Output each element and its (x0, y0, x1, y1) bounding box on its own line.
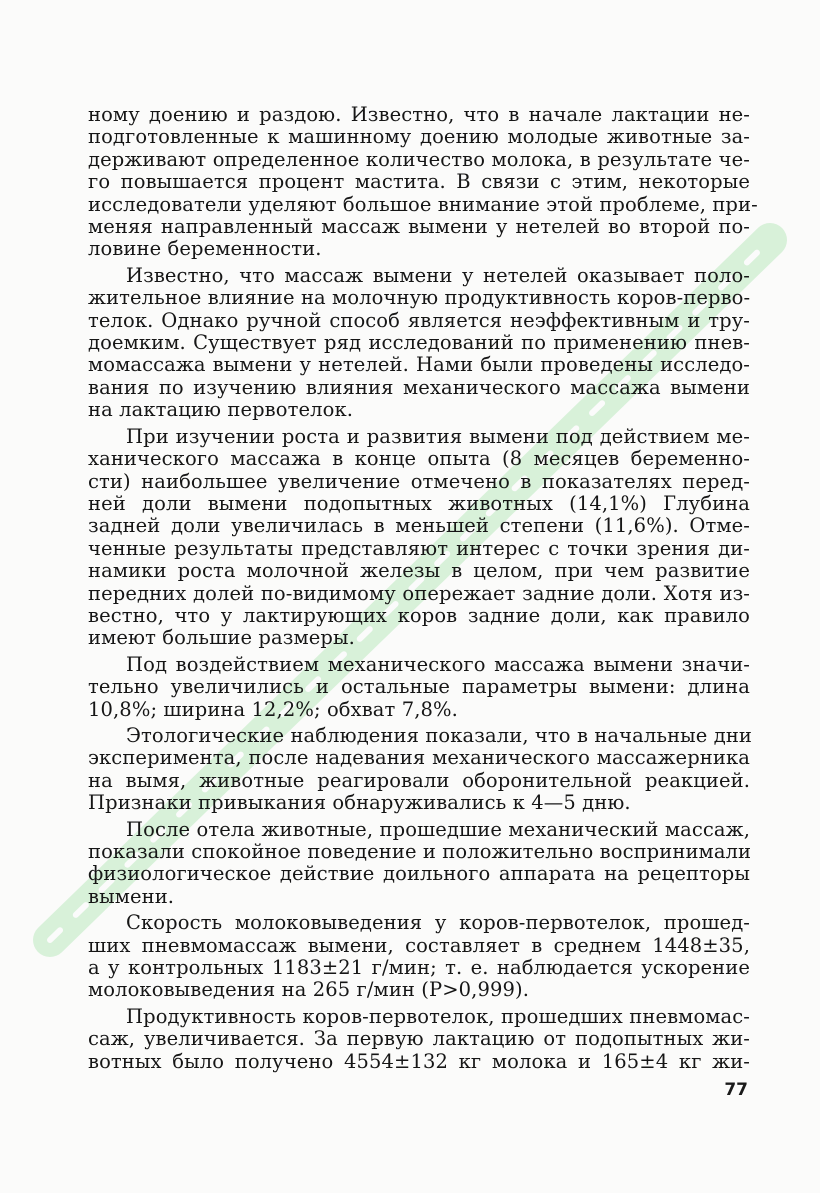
text-line: ших пневмомассаж вымени, составляет в среднем 1448±35, (88, 933, 750, 957)
paragraph (88, 912, 750, 1002)
text-line: ней доли вымени подопытных животных (14,1%) Глубина (88, 491, 750, 515)
paragraph (88, 654, 750, 721)
text-line: Под воздействием механического массажа вымени значи- (126, 652, 750, 676)
text-line: При изучении роста и развития вымени под действием ме- (126, 424, 750, 448)
text-line: После отела животные, прошедшие механический массаж, (126, 817, 750, 841)
text-line: Продуктивность коров-первотелок, прошедших пневмомас- (126, 1004, 750, 1028)
text-line: а у контрольных 1183±21 г/мин; т. е. наблюдается ускорение (88, 956, 750, 980)
text-line: ловине беременности. (88, 237, 322, 261)
text-line: на лактацию первотелок. (88, 398, 354, 422)
text-line: задней доли увеличилась в меньшей степени (11,6%). Отме- (88, 514, 750, 538)
text-line: жительное влияние на молочную продуктивность коров-перво- (88, 286, 751, 310)
text-line: го повышается процент мастита. В связи с этим, некоторые (88, 170, 750, 194)
text-line: меняя направленный массаж вымени у нетелей во второй по- (88, 215, 750, 239)
text-line: доемким. Существует ряд исследований по применению пнев- (88, 331, 750, 355)
paragraph (88, 265, 750, 422)
text-line: передних долей по-видимому опережает задние доли. Хотя из- (88, 581, 750, 605)
paragraph (88, 723, 753, 815)
text-line: ченные результаты представляют интерес с точки зрения ди- (88, 536, 750, 560)
paragraph (88, 103, 758, 261)
text-line: эксперимента, после надевания механического массажерника (88, 746, 750, 770)
text-line: держивают определенное количество молока, в результате че- (88, 147, 750, 171)
paragraph (88, 819, 750, 909)
text-line: молоковыведения на 265 г/мин (Р>0,999). (88, 978, 530, 1002)
text-line: Этологические наблюдения показали, что в начальные дни (126, 723, 753, 747)
text-line: исследователи уделяют большое внимание этой проблеме, при- (88, 192, 758, 216)
paragraph (88, 426, 750, 650)
page-number: 77 (724, 1080, 748, 1100)
text-line: саж, увеличивается. За первую лактацию от подопытных жи- (88, 1027, 750, 1051)
text-line: момассажа вымени у нетелей. Нами были проведены исследо- (88, 353, 750, 377)
text-line: телок. Однако ручной способ является неэффективным и тру- (88, 308, 750, 332)
text-line: вестно, что у лактирующих коров задние доли, как правило (88, 603, 750, 627)
text-line: ханического массажа в конце опыта (8 месяцев беременно- (88, 447, 750, 471)
text-line: намики роста молочной железы в целом, при чем развитие (88, 559, 750, 583)
text-line: вымени. (88, 884, 175, 908)
text-line: подготовленные к машинному доению молодые животные за- (88, 125, 750, 149)
text-line: показали спокойное поведение и положительно воспринимали (88, 840, 752, 863)
text-line: вотных было получено 4554±132 кг молока и 165±4 кг жи- (88, 1049, 750, 1073)
text-line: имеют большие размеры. (88, 626, 355, 650)
text-line: тельно увеличились и остальные параметры вымени: длина (88, 675, 750, 699)
text-line: сти) наибольшее увеличение отмечено в показателях перед- (88, 469, 750, 493)
text-line: физиологическое действие доильного аппарата на рецепторы (88, 862, 750, 886)
text-line: Признаки привыкания обнаруживались к 4—5 дню. (88, 791, 631, 815)
text-line: на вымя, животные реагировали оборонительной реакцией. (88, 768, 750, 792)
text-line: Скорость молоковыведения у коров-первотелок, прошед- (126, 911, 750, 935)
paragraph (88, 1006, 750, 1073)
body-text (88, 103, 758, 1077)
text-line: Известно, что массаж вымени у нетелей оказывает поло- (126, 263, 750, 287)
text-line: вания по изучению влияния механического массажа вымени (88, 375, 750, 399)
text-line: 10,8%; ширина 12,2%; обхват 7,8%. (88, 697, 458, 721)
text-line: ному доению и раздою. Известно, что в начале лактации не- (88, 103, 750, 126)
